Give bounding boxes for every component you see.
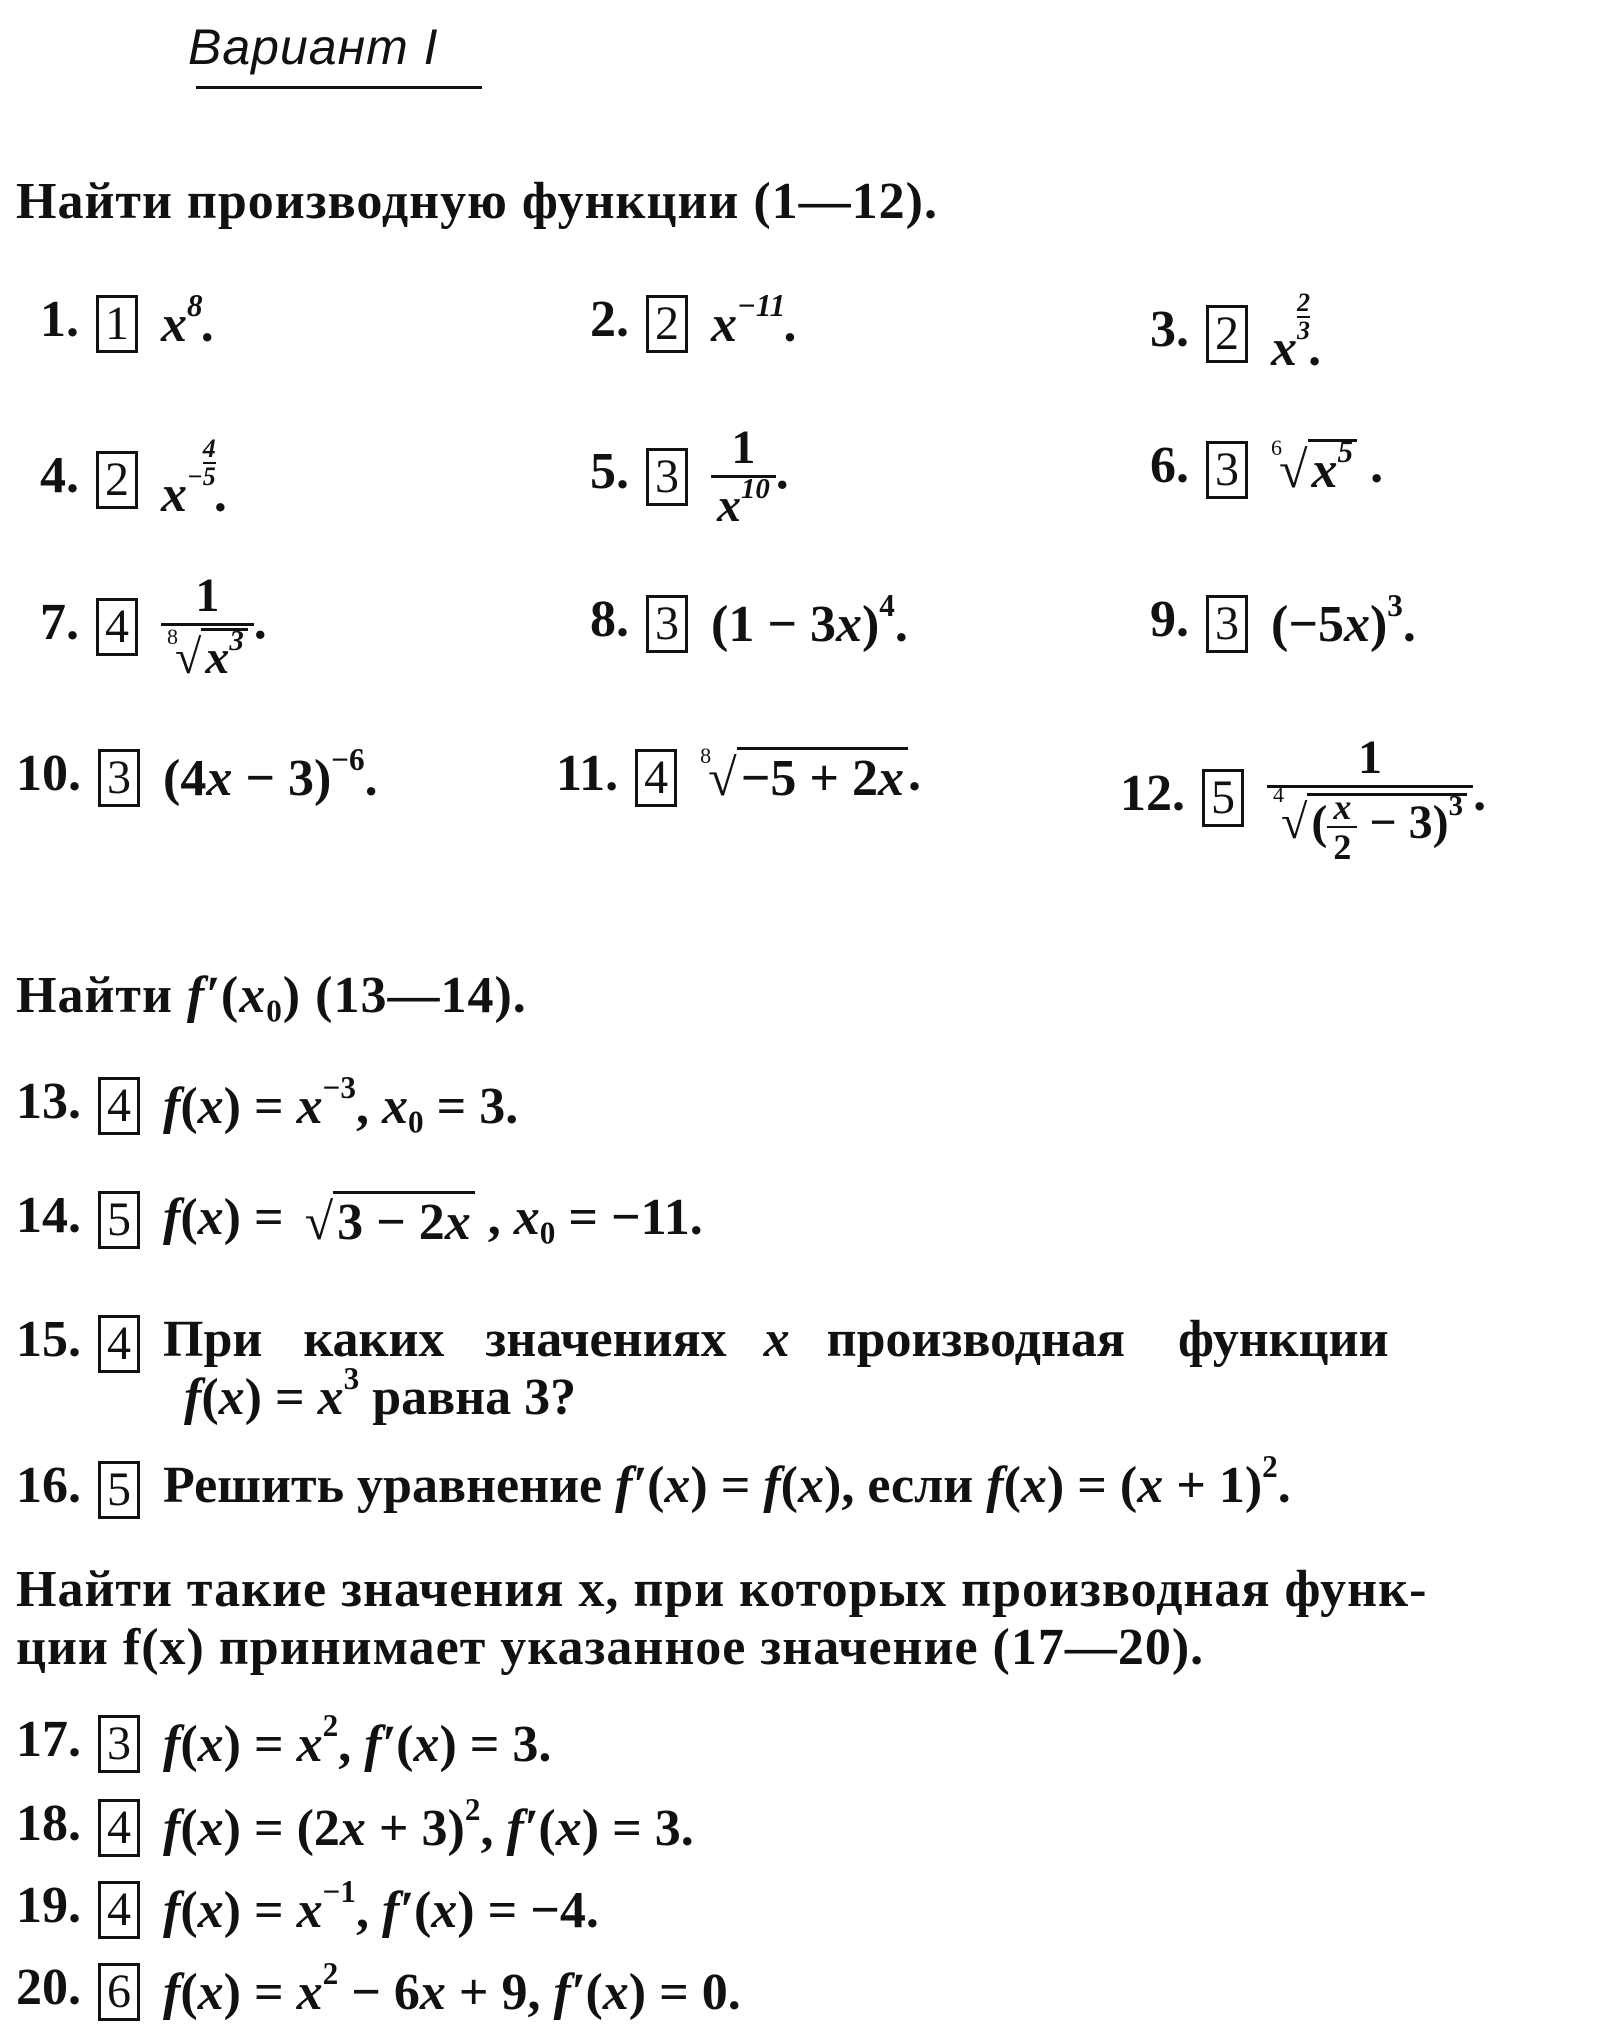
expression: $f(x) = x^2$, f′(x) = 3. [163,1707,552,1773]
problem-1: 1. 1 $x^8$. [40,287,216,353]
problem-3: 3. 2 x $\frac{2}{3}$ . [1150,288,1323,377]
difficulty-badge: 5 [98,1191,140,1249]
problem-13: 13. 4 $f(x) = x^{-3}$, $x_0 = 3$. [16,1069,519,1139]
section3-heading-line2: ции f(x) принимает указанное значение (17—20). [16,1619,1205,1676]
expression: $\frac{1}{x^{10}}$ [711,420,776,533]
problem-10: 10. 3 $(4x - 3)^{-6}$. [16,741,378,807]
difficulty-badge: 4 [98,1077,140,1135]
problem-14: 14. 5 f(x) = √3 − 2x , $x_0 = -11$. [16,1187,703,1251]
expression: x $\frac{2}{3}$ . [1271,288,1323,377]
difficulty-badge: 4 [98,1881,140,1939]
difficulty-badge: 4 [98,1315,140,1373]
difficulty-badge: 1 [96,295,138,353]
problem-17: 17. 3 $f(x) = x^2$, f′(x) = 3. [16,1707,552,1773]
difficulty-badge: 4 [635,749,677,807]
problem-20: 20. 6 $f(x) = x^2 - 6x + 9$, f′(x) = 0. [16,1955,741,2021]
section2-heading: Найти $f'(x_0)$ (13—14). [16,967,527,1029]
expression: x− $\frac{4}{5}$ . [161,434,229,523]
expression: 8 √−5 + 2x [700,749,908,808]
variant-title: Вариант I [188,19,439,75]
expression: $(4x - 3)^{-6}$. [163,741,378,807]
problem-2: 2. 2 $x^{-11}$. [590,287,799,353]
section1-heading: Найти производную функции (1—12). [16,173,939,230]
problem-6: 6. 3 6 $√x^5$ . [1150,433,1384,499]
problem-4: 4. 2 x− $\frac{4}{5}$ . [40,434,229,523]
expression: $f(x) = (2x + 3)^2$, f′(x) = 3. [163,1791,694,1857]
problem-18: 18. 4 $f(x) = (2x + 3)^2$, f′(x) = 3. [16,1791,694,1857]
problem-5: 5. 3 $\frac{1}{x^{10}}$ . [590,421,789,532]
expression: 6 $√x^5$ [1271,441,1357,500]
expression: 1 4 √( $\frac{x}{2}$ − 3)$^3$ [1267,730,1473,866]
section3-heading-line1: Найти такие значения x, при которых производная функ- [16,1561,1428,1618]
difficulty-badge: 2 [1206,305,1248,363]
expression: $f(x) = x^{-3}$, $x_0 = 3$. [163,1069,519,1139]
expression: 1 8 $√x^3$ [161,568,254,685]
expression: $x^8$. [161,287,216,353]
problem-16: 16. 5 Решить уравнение f′(x) = f(x), если $f(x) = (x + 1)^2$. [16,1456,1291,1519]
difficulty-badge: 3 [1206,441,1248,499]
problem-19: 19. 4 $f(x) = x^{-1}$, f′(x) = −4. [16,1873,599,1939]
problem-15: 15. 4 При каких значениях x производная функции [16,1310,1606,1373]
problem-8: 8. 3 $(1 - 3x)^4$. [590,587,908,653]
problem-15-line2: $f(x) = x^3$ равна 3? [184,1361,577,1426]
problem-7: 7. 4 1 8 $√x^3$ . [40,569,267,685]
difficulty-badge: 3 [646,595,688,653]
problem-9: 9. 3 $(-5x)^3$. [1150,587,1416,653]
difficulty-badge: 3 [98,1715,140,1773]
difficulty-badge: 4 [96,598,138,656]
difficulty-badge: 2 [96,451,138,509]
expression: $x^{-11}$. [711,287,799,353]
expression: $(1 - 3x)^4$. [711,587,908,653]
difficulty-badge: 3 [1206,595,1248,653]
expression: $(-5x)^3$. [1271,587,1416,653]
expression: $f(x) = x^2 - 6x + 9$, f′(x) = 0. [163,1955,741,2021]
difficulty-badge: 5 [1202,769,1244,827]
expression: $f(x) = x^{-1}$, f′(x) = −4. [163,1873,599,1939]
expression: f(x) = √3 − 2x , $x_0 = -11$. [163,1189,703,1251]
problem-12: 12. 5 1 4 √( $\frac{x}{2}$ − 3)$^3$ . [1120,731,1487,867]
difficulty-badge: 5 [98,1461,140,1519]
difficulty-badge: 3 [646,448,688,506]
problem-11: 11. 4 8 √−5 + 2x. [556,742,921,807]
difficulty-badge: 2 [646,295,688,353]
variant-underline [196,86,482,89]
difficulty-badge: 4 [98,1799,140,1857]
difficulty-badge: 6 [98,1963,140,2021]
difficulty-badge: 3 [98,749,140,807]
